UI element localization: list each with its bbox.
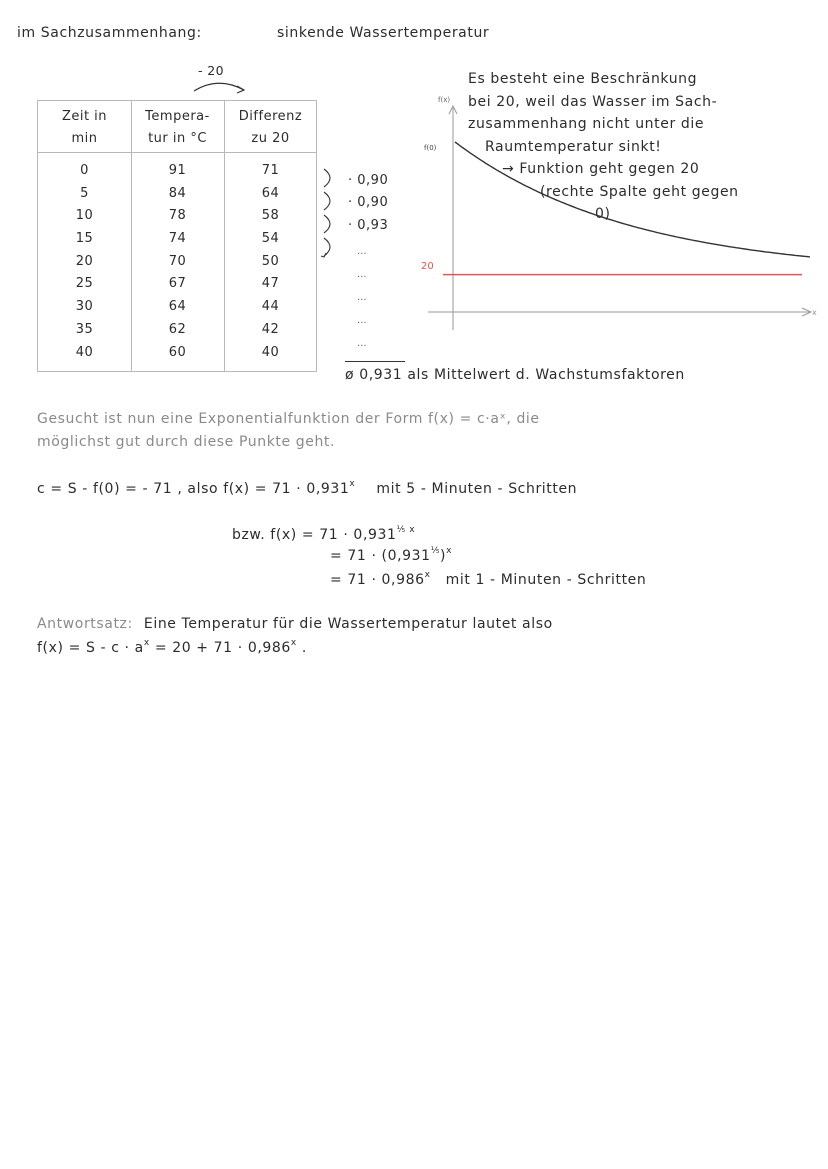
bzw-line-2: = $71 \cdot (0,931^{\frac{1}{5}})^x$ xyxy=(330,546,453,564)
table-cell: 0 xyxy=(80,163,89,178)
table-cell: 50 xyxy=(261,253,280,269)
col3-header-line2: zu 20 xyxy=(251,131,290,146)
c-computation: c = S - f(0) = - 71 , also $f(x) = 71 \cdot 0,931^x$ mit 5 - Minuten - Schritten xyxy=(37,479,578,497)
header-topic: sinkende Wassertemperatur xyxy=(277,25,490,41)
table-cell: 40 xyxy=(261,344,280,360)
table-cell: 71 xyxy=(261,163,280,178)
table-cell: 10 xyxy=(75,208,94,224)
explanation-line: → Funktion geht gegen 20 xyxy=(502,161,700,177)
ratio-value: · 0,90 xyxy=(348,173,389,188)
table-cell: 70 xyxy=(168,253,187,269)
table-cell: 35 xyxy=(75,321,94,337)
mean-text: ø 0,931 als Mittelwert d. Wachstumsfaktoren xyxy=(345,367,685,383)
bzw-line-1: bzw. $f(x) = 71 \cdot 0,931^{\frac{1}{5} x}$ xyxy=(232,525,416,543)
explanation-line: bei 20, weil das Wasser im Sach- xyxy=(468,93,718,110)
table-cell: 58 xyxy=(261,208,280,224)
start-label: f(0) xyxy=(424,144,437,152)
table-cell: 20 xyxy=(75,253,94,269)
shift-arrow-icon xyxy=(190,78,250,94)
table-cell: 25 xyxy=(75,276,94,292)
table-cell: 44 xyxy=(261,299,280,315)
table-cell: 91 xyxy=(168,163,187,178)
table-cell: 78 xyxy=(168,208,187,224)
temperature-column xyxy=(131,160,224,364)
table-cell: 5 xyxy=(80,185,89,201)
explanation-line: 0) xyxy=(595,206,611,222)
sought-line-2: möglichst gut durch diese Punkte geht. xyxy=(37,434,336,450)
answer-formula: $f(x) = S - c \cdot a^x = 20 + 71 \cdot 0,986^x$ . xyxy=(37,638,307,656)
table-cell: 42 xyxy=(261,321,280,337)
ratio-value: · 0,90 xyxy=(348,195,389,211)
ratio-value: · 0,93 xyxy=(348,217,389,233)
value-table xyxy=(37,100,317,372)
header-prefix: im Sachzusammenhang: xyxy=(17,25,202,41)
ratio-list xyxy=(348,170,388,237)
answer-label: Antwortsatz: xyxy=(37,616,133,632)
table-cell: 40 xyxy=(75,344,94,360)
asymptote-label: 20 xyxy=(421,261,434,272)
col1-header-line2: min xyxy=(71,131,98,146)
col2-header-line2: tur in °C xyxy=(148,131,207,146)
time-column xyxy=(38,160,131,364)
sought-line-1: Gesucht ist nun eine Exponentialfunktion der Form f(x) = c·aˣ, die xyxy=(37,411,540,427)
col2-header-line1: Tempera- xyxy=(145,109,210,124)
table-cell: 64 xyxy=(168,299,187,315)
table-cell: 64 xyxy=(261,185,280,201)
mean-underline xyxy=(345,361,405,362)
ratio-dots: ... ... ... ... ... xyxy=(357,246,367,349)
answer-line: Antwortsatz: Eine Temperatur für die Wassertemperatur lautet also xyxy=(37,616,553,632)
table-cell: 84 xyxy=(168,185,187,201)
col3-header-line1: Differenz xyxy=(238,109,303,124)
bzw-line-3: = $71 \cdot 0,986^x$ mit 1 - Minuten - Schritten xyxy=(330,570,647,588)
explanation-block xyxy=(468,68,739,226)
col1-header-line1: Zeit in xyxy=(61,109,108,124)
table-cell: 62 xyxy=(168,321,187,337)
table-cell: 74 xyxy=(168,231,187,247)
table-cell: 67 xyxy=(168,276,187,292)
ratio-arrows-icon xyxy=(318,165,344,265)
table-cell: 15 xyxy=(75,231,94,247)
x-axis-label: x xyxy=(812,308,817,317)
difference-column xyxy=(224,160,317,364)
shift-label: - 20 xyxy=(198,63,224,78)
table-cell: 54 xyxy=(261,231,280,247)
table-cell: 30 xyxy=(75,299,94,315)
y-axis-label: f(x) xyxy=(438,96,451,104)
explanation-line: Es besteht eine Beschränkung xyxy=(468,71,698,87)
explanation-line: zusammenhang nicht unter die xyxy=(468,116,705,132)
table-cell: 47 xyxy=(261,276,280,292)
explanation-line: (rechte Spalte geht gegen xyxy=(540,183,739,200)
table-cell: 60 xyxy=(168,344,187,360)
explanation-line: Raumtemperatur sinkt! xyxy=(485,138,662,155)
